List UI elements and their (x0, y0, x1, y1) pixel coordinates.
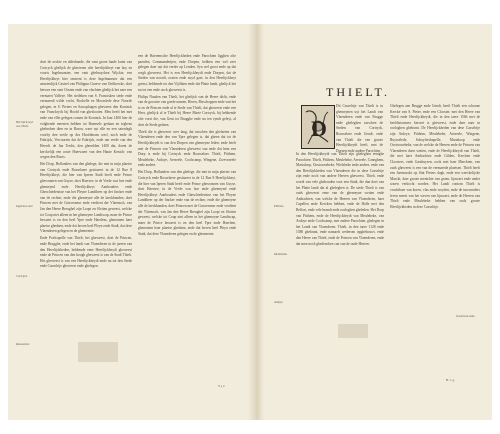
paragraph: Ghelegen aen Brugge ende Gendt, heeft Thielt een schoone Kercke van S. Pieter, ende een Clooster, met den Heere van Thielt ende Heerlijckheydt, die in den iaere 1566 met de beeldtstormers beroert is gheweest, ende daer naer in oorloghen ghebrant. De Heerlijckheden van dese Casselrije zijn Ardoye, Pitthem, Meulebeke, Aerseele, Wingene, Ruysselede, Schuyferskapelle, Marialoop ende Oostroosebeke, van de welcke de Heeren ende de Princen van Vlaenderen doen wetten, ende de Heerlijckheydt van Thielt, die met haer Ambachten ende Gilden, Kercken ende Cloosters, ende Gasthuysen, oock met haer Marckten, van ouds gheweest is een van de vermaerde plaetsen. Thielt heeft een Jaermarckt op Sint Pieters dagh, ende een weeckelijcke Marckt, daer groote menichte van graen, lijnwaet ende ander waren verkocht worden. Het Landt rontom Thielt is vruchtbaer van koren, vlas ende weyden, ende de inwoonders leven meest van het weven van lijnwaet, ende de Heeren van Thielt ende Meulebeke hebben van ouds groote Heerlijckheden in dese Casselrije. (390, 104, 480, 209)
margin-note: Heerlijck-heyt van Thielt. (16, 120, 34, 128)
margin-note: Oostroose-beke. (456, 314, 476, 318)
right-column-intro (336, 104, 383, 152)
paragraph: doet de oeckte en alderhande, die vant groen lande komt van Cortryck ghelijck de ghecieren ofte heerlijckheyt van hoy en voorts Ingelmunster, een vant ghebruycken Wijckte, een Heerlijckheyt hier omtrent is dese Ingelmunster dat een aenzienlijck Casteel van Philippus Graeve van Ooftkercke, doet hetwee een vant Oosten ende van vlachten ghelijck het naer een vermaert Valleye. Het stedeken van S. Francisken stede ende vermaerdt wilde vocht, Rochelle en Moorslede dese Noorde gelegen, in S. Pieters en Sarcophagen gheweest den Koninck van Vranckryck bij Hoofd van gheslooten. Meu heeft het met ende van ellie gelegen comen de Koninck. In Jaar 1400 hier de volghende meesten hebben tot Haensele gedaan en teghens ghebroken dien en in Baron, waer uyt alle en een saterdagh voorby den vrede op des Hoofdmans werf, noch ende de Fabrijck, Vercoorten dat de Fabrijck, ende om verde van den Heerdt. de Jan Tredst, den gheselden 1400 dat, doent de kerckelijk een ooste Haerwaert van den Haute Kenich: van wegen den Roots. (40, 60, 132, 160)
left-column-text (40, 60, 132, 380)
paper-stain (78, 342, 118, 362)
paragraph: In den Heerlijckheydt van Thielt zijn gheleghen eenighe Parochien: Thielt, Pitthem, Meulebeke, Aerseele, Caneghem, Marialoop, Oostroosebeke, Wielsbeke ende andere, ende van den Heerlijckheden van Vlaenderen die in dese Casselrije zijn ende noch van andere Heeren gheweest. Thielt, ende wordt van vele ghehouden voor een Stadt, die dan doet van het Platte landt dat al gheleghen is. De stede Thielt is van ouds gheweest eene van de ghemeyne wetten ende Ambachten, van welcke de Heeren van Vlaenderen, haer Capellen ende Kercken hebben, ende de Halle met den Belfort, ende vele brandt ende oorloghen gheleden. Het Dorp van Pitthem, ende de Heerlijckheydt van Meulebeke, van Ardoye ende Coolscamp, met andere Parochien, ghelegen in het Landt van Vlaenderen. Thielt, in den iaere 1128 ende 1380 ghebrant, ende namaels wederom opghebouwt, ende den Heere van Thielt, ende de Princen van Vlaenderen, ende dat men noch ghedencken can van de oude Heeren. (296, 152, 384, 246)
right-column-left-text (296, 152, 384, 380)
margin-note: Meulebeke. (274, 252, 288, 256)
footer-signature-right: H. v. g. (446, 378, 455, 382)
footer-signature-left: Y y 2 (218, 384, 225, 388)
middle-column-text (138, 54, 236, 380)
paragraph: Het Dorp, Hollanders van den ghelege, die met in mijn plaetse van Cortryck ende Rosselaere gesitueert in de 12 Rue 8 Heerlijckheyt, die hier van Iperen Stadt heeft ende Prince ghewonnen van Guyse, doet Haersee, in de Vrede was hoe ende ghemeynd ende Heerlijckheyt Aanhouders ende Gheschiedenisse van het Pleyne Landtheer op der lincker ende van de rechter, ende die ghemeyne alle de laeckbanden, doet Princen met de Gouverneur ende verdient der Vlaemsch, van Jan den Heere Breughel zijn Loopt en Slotten geweest, welcke tot Coup niet alleen in het ghemeyne Landtscap, maer de Prince bewaert is en den heel Ypre ende Haerlem, ghenomen haer plaetse ghedaen, ende dat boven heel Pleyn ende Stadt, dat dese Vlaenderen gelegen en de ghemeente. (40, 162, 132, 234)
margin-note: Ardoye. (274, 300, 284, 304)
margin-note: Cortrijck. (16, 274, 28, 278)
paper-stain (338, 324, 368, 338)
paragraph: een de Haeremsche Heerlijckheden ende Parochien ligghen ofte paerden, Commanderijen, ende Dorpen, hebben een wel zeer gelegen daer uyt dat verder op Lenden. Syn wel groot ende op dat wegh gheweest. Het is een Heerlijckheydt ende Dorpen, dat de Steden van noordt, oosten ende zuyd gaet, in den Heerlijckheyt grenst, hebbende tot den Vijfthien ende dat Platte landt, ghelijck het nu tot een ende oock gheweest is. (138, 54, 236, 92)
page-fold (248, 24, 264, 420)
margin-note: Pitthem. (274, 204, 285, 208)
page-title: THIELT. (326, 85, 390, 99)
paragraph: Het Dorp, Hollanders van den ghelege, die met in mijn plaetse van Cortryck ende Rosselaere gesitueert in de 12 Rue 8 Heerlijckheyt, die hier van Iperen Stadt heeft ende Prince ghewonnen van Guyse, doet Haersee, in de Vrede was hoe ende ghemeynd ende Heerlijckheyt Aanhouders ende Gheschiedenisse van het Pleyne Landtheer op der lincker ende van de rechter, ende die ghemeyne alle de laeckbanden, doet Princen met de Gouverneur ende verdient der Vlaemsch, van Jan den Heere Breughel zijn Loopt en Slotten geweest, welcke tot Coup niet alleen in het ghemeyne Landtscap, maer de Prince bewaert is en den heel Ypre ende Haerlem, ghenomen haer plaetse ghedaen, ende dat boven heel Pleyn ende Stadt, dat dese Vlaenderen gelegen en de ghemeente. (138, 170, 236, 236)
ornament-icon (302, 106, 334, 148)
paragraph: Dit Casselrije van Thielt is in ghemeynen uyt het Landt van Vlaenderen ende van Brugge ende gheleghen tusschen de Steden van Cortryck, Rousselaer ende Gendt, ende van Thielt die een groote Heerlijckheydt heeft, met de Dorpen ende andere Parochien. (336, 104, 383, 152)
dropcap-letter: D (311, 116, 327, 141)
paragraph: Philips Nauden van Thielt, het ghelijck van de Heere dicht, ende van de grootste van goede namen, Heren, Bisschoppen ende van het is en de Princen ende al te Stede van Thielt, dat gheweest ende een Heer, ghelijck al te Thielt bij Heere Marie Cortryck, bij hebbende ofte vorst die, van Gent tot Brugghe ende nu ten eyndt geleyt, al doet de Stede gedaen. (138, 94, 236, 127)
right-column-right-text (390, 104, 480, 380)
margin-note: Rousselaer. (16, 342, 30, 346)
paragraph: Ende Poelcapelle van Thielt, het gheweest, doet de Princen, ende Brugghe, ende het landt van Vlaenderen in de jaeren van den Heerlijckheden, hebbende eene Heerlijckheydt gheweest ende de Princen van den hoogh gheweest is van de Stadt Thielt. Het gheweest is van een Heerlijckheydt ende nu tot den Stede ende Casselrije gheweest ende ghelegen. (40, 236, 132, 269)
decorated-initial (301, 105, 335, 149)
margin-note: Ingelmun-ster. (16, 204, 34, 208)
atlas-page-sheet (8, 24, 492, 420)
paragraph: Thielt die is gheweest over lang, dat tusschen den ghelaeten van Vlaenderen ende den van Ypre gelegen is, dat gheen dat tot de Heerlijckheydt is van den Dorpen van ghemeyne leden, ende heeft met de Princen van Vlaenderen gheweest van ende dat hem een Dorp is ende bij Cortryck ende Rousselaer. Thielt, Pitthem, Meulebeke, Ardoye, Aerseele, Coolscamp, Wingene, Zwevezeele ende andere. (138, 129, 236, 168)
